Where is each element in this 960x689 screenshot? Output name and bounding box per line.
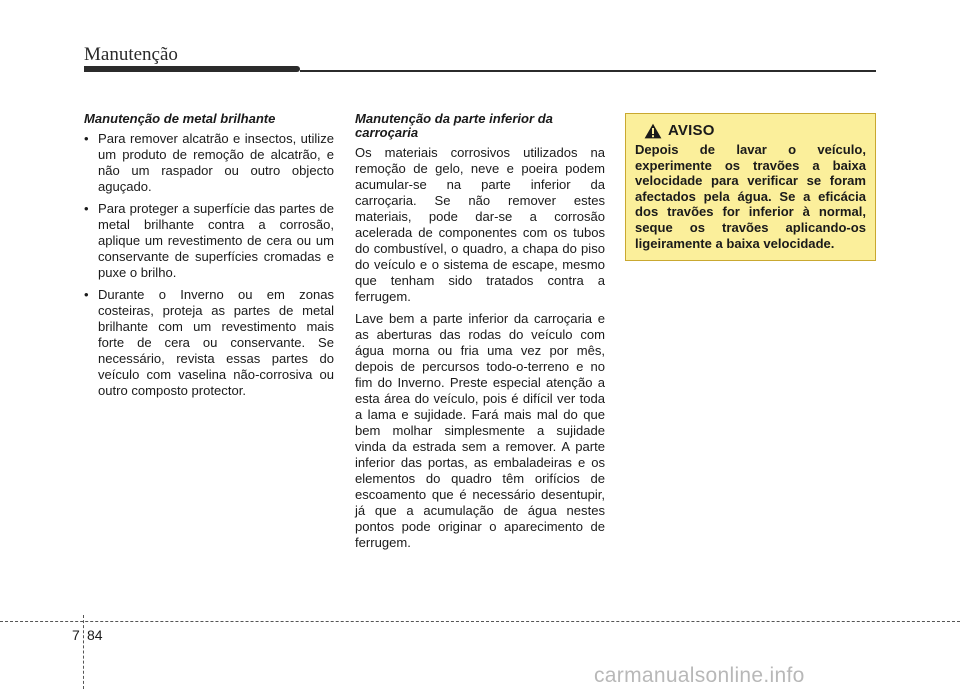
watermark: carmanualsonline.info xyxy=(594,664,805,687)
paragraph: Os materiais corrosivos utilizados na remoção de gelo, neve e poeira podem acumular-se na parte inferior da carroçaria. Se não remover estes materiais, pode dar-se a corrosão acelerada de componentes com os tubos do combustível, o quadro, a chapa do piso do veículo e o sistema de escape, mesmo que tenham sido tratados contra a ferrugem. xyxy=(355,145,605,304)
left-column xyxy=(84,112,334,405)
warning-header xyxy=(644,122,866,139)
section-title-metal: Manutenção de metal brilhante xyxy=(84,111,276,126)
paragraph: Lave bem a parte inferior da carroçaria e as aberturas das rodas do veículo com água morna ou fria uma vez por mês, depois de percursos todo-o-terreno e no fim do Inverno. Preste especial atenção a esta área do veículo, pois é difícil ver toda a lama e sujidade. Fará mais mal do que bem molhar simplesmente a sujidade vinda da estrada sem a remover. A parte inferior das portas, as embaladeiras e os elementos do quadro têm orifícios de escoamento que é necessário desentupir, já que a acumulação de água nestes pontos pode originar o aparecimento de ferrugem. xyxy=(355,311,605,550)
page-number: 84 xyxy=(87,627,103,643)
list-item: • Para remover alcatrão e insectos, utilize um produto de remoção de alcatrão, e não um raspador ou outro objecto aguçado. xyxy=(84,131,334,195)
warning-box xyxy=(625,113,876,261)
page-header-title: Manutenção xyxy=(84,44,178,65)
bullet-list xyxy=(84,131,334,399)
header-rule xyxy=(300,70,876,72)
header-bar-thick xyxy=(84,66,300,72)
footer-vertical-divider xyxy=(83,615,84,689)
warning-text: Depois de lavar o veículo, experimente os travões a baixa velocidade para verificar se foram afectados pela água. Se a eficácia dos travões for inferior à normal, seque os travões aplicando-os ligeiramente a baixa velocidade. xyxy=(635,142,866,251)
warning-title: AVISO xyxy=(668,122,715,139)
chapter-number: 7 xyxy=(72,627,80,643)
warning-triangle-icon xyxy=(644,123,662,139)
list-item: • Para proteger a superfície das partes de metal brilhante contra a corrosão, aplique um revestimento de cera ou um conservante de superfícies cromadas e puxe o brilho. xyxy=(84,201,334,281)
list-item: • Durante o Inverno ou em zonas costeiras, proteja as partes de metal brilhante com um revestimento mais forte de cera ou conservante. Se necessário, revista essas partes do veículo com vaselina não-corrosiva ou outro composto protector. xyxy=(84,287,334,399)
middle-column xyxy=(355,112,605,557)
footer-divider xyxy=(0,621,960,622)
section-title-underbody: Manutenção da parte inferior da carroçaria xyxy=(355,111,553,140)
